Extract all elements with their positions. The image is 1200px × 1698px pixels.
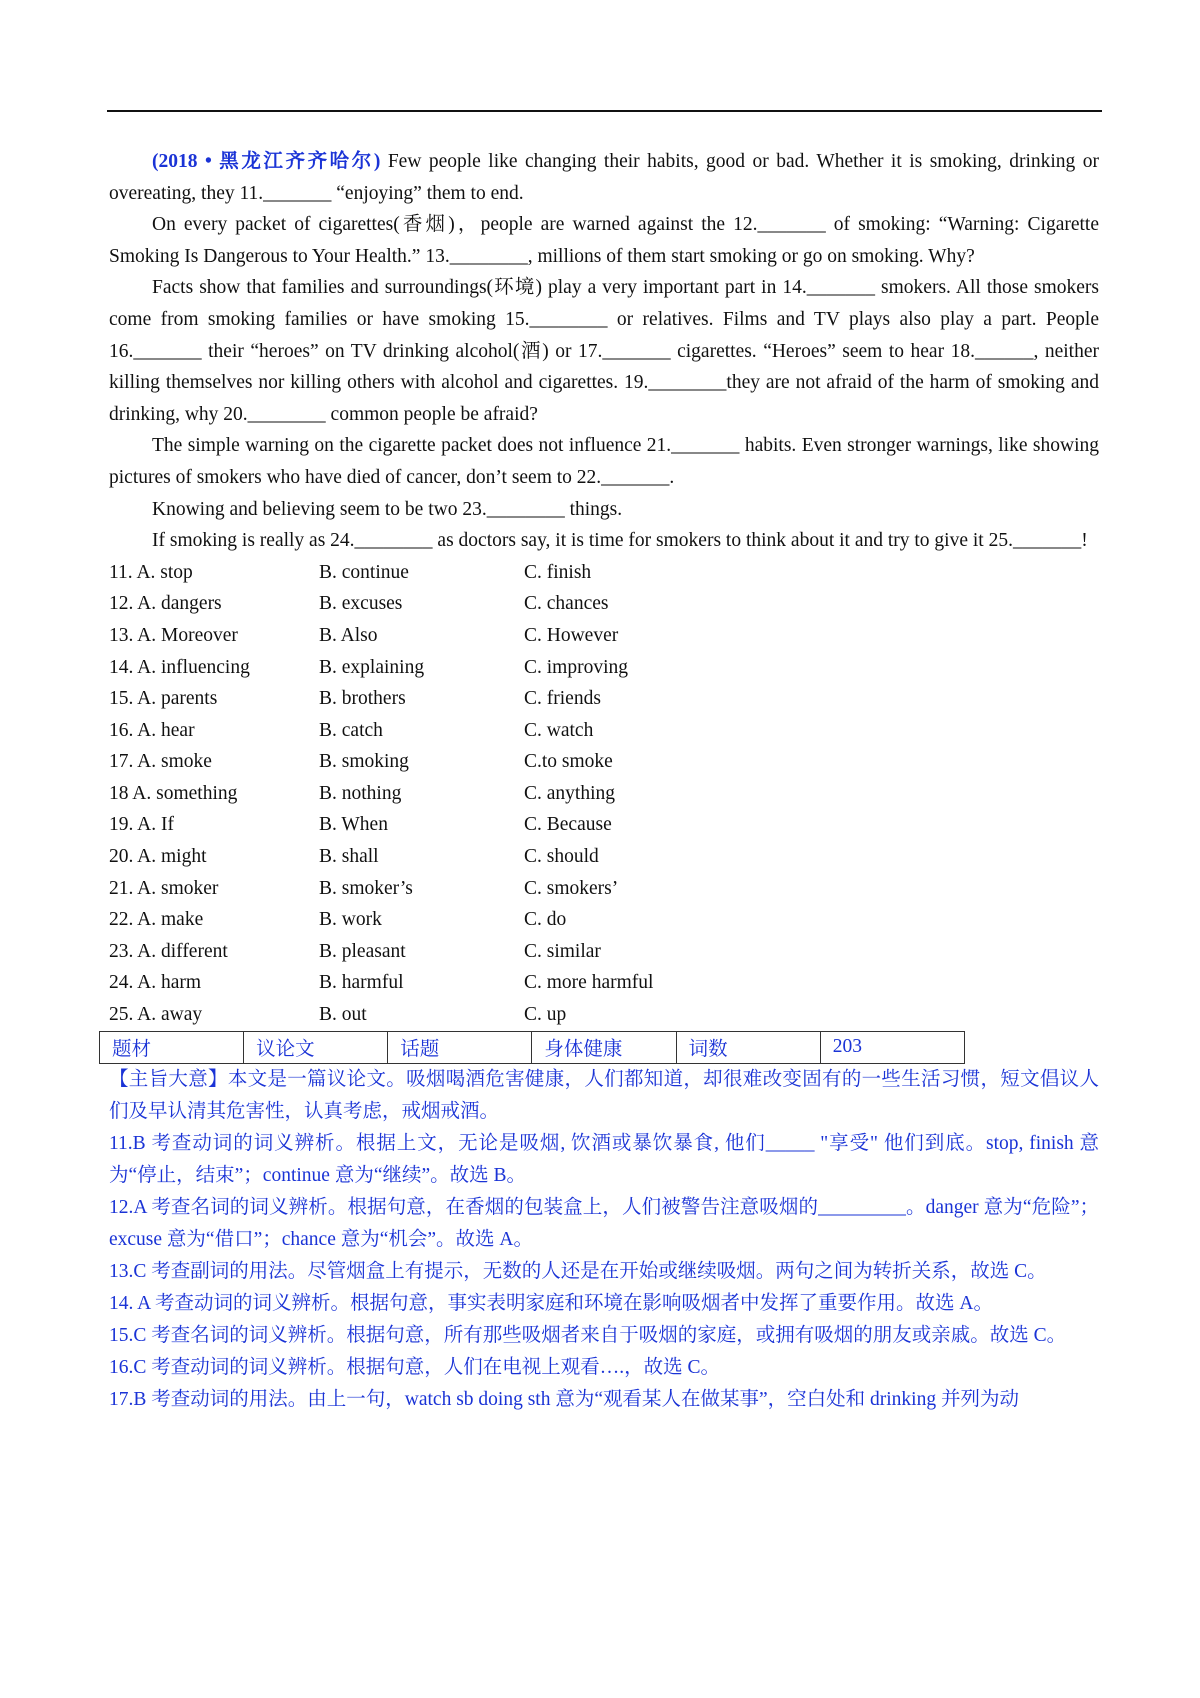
option-a: 25. A. away <box>109 1004 203 1026</box>
option-row <box>109 715 1099 747</box>
option-c: C. do <box>524 909 567 931</box>
option-b: B. smoking <box>319 751 409 773</box>
option-b: B. catch <box>319 719 383 741</box>
option-row <box>109 809 1099 841</box>
option-c: C. should <box>524 846 599 868</box>
option-c: C.to smoke <box>524 751 613 773</box>
option-c: C. similar <box>524 940 601 962</box>
option-row <box>109 999 1099 1031</box>
summary-text: 【主旨大意】本文是一篇议论文。吸烟喝酒危害健康，人们都知道，却很难改变固有的一些生活习惯，短文倡议人们及早认清其危害性，认真考虑，戒烟戒酒。 <box>109 1068 1099 1122</box>
option-a: 12. A. dangers <box>109 593 222 615</box>
info-cell-topic-label: 话题 <box>388 1031 532 1063</box>
option-a: 21. A. smoker <box>109 877 219 899</box>
answer-14: 14. A 考查动词的词义辨析。根据句意，事实表明家庭和环境在影响吸烟者中发挥了重要作用。故选 A。 <box>109 1292 994 1314</box>
option-b: B. nothing <box>319 782 402 804</box>
option-row <box>109 936 1099 968</box>
option-row <box>109 652 1099 684</box>
info-table <box>99 1031 965 1064</box>
option-c: C. friends <box>524 688 601 710</box>
option-a: 18 A. something <box>109 782 238 804</box>
option-b: B. brothers <box>319 688 406 710</box>
passage-paragraph-6: If smoking is really as 24.________ as doctors say, it is time for smokers to think about it and try to give it 25._______! <box>152 530 1088 552</box>
option-a: 19. A. If <box>109 814 174 836</box>
option-a: 14. A. influencing <box>109 656 250 678</box>
option-a: 15. A. parents <box>109 688 218 710</box>
option-row <box>109 620 1099 652</box>
info-cell-wordcount-value: 203 <box>820 1031 964 1063</box>
option-row <box>109 841 1099 873</box>
option-c: C. Because <box>524 814 612 836</box>
option-b: B. Also <box>319 624 378 646</box>
info-cell-genre-label: 题材 <box>100 1031 244 1063</box>
option-c: C. up <box>524 1004 567 1026</box>
option-c: C. chances <box>524 593 609 615</box>
option-b: B. harmful <box>319 972 404 994</box>
passage-paragraph-4: The simple warning on the cigarette packet does not influence 21._______ habits. Even stronger warnings, like showing pictures of smokers who have died of cancer, don’t seem to 22._______. <box>109 435 1099 488</box>
option-b: B. work <box>319 909 382 931</box>
passage-paragraph-5: Knowing and believing seem to be two 23.________ things. <box>152 498 623 520</box>
answer-13: 13.C 考查副词的用法。尽管烟盒上有提示，无数的人还是在开始或继续吸烟。两句之间为转折关系，故选 C。 <box>109 1260 1047 1282</box>
option-a: 23. A. different <box>109 940 228 962</box>
option-b: B. smoker’s <box>319 877 413 899</box>
option-row <box>109 557 1099 589</box>
passage-paragraph-1 <box>109 146 1099 209</box>
option-a: 11. A. stop <box>109 561 193 583</box>
passage-paragraph-3: Facts show that families and surroundings(环境) play a very important part in 14._______ smokers. All those smokers come from smoking families or have smoking 15.________ or relatives. Films and TV plays also play a part. People 16._______ their “heroes” on TV drinking alcohol(酒) or 17._______ cigarettes. “Heroes” seem to hear 18.______, neither killing themselves nor killing others with alcohol and cigarettes. 19.________they are not afraid of the harm of smoking and drinking, why 20.________ common people be afraid? <box>109 277 1099 425</box>
header-rule <box>107 110 1102 112</box>
option-row <box>109 873 1099 905</box>
paragraph-text: Few people like changing their habits, good or bad. Whether it is smoking, drinking or overeating, they 11._______ “enjoying” them to end. <box>109 151 1099 204</box>
option-a: 20. A. might <box>109 846 207 868</box>
info-cell-wordcount-label: 词数 <box>676 1031 820 1063</box>
option-b: B. shall <box>319 846 379 868</box>
answer-16: 16.C 考查动词的词义辨析。根据句意，人们在电视上观看….，故选 C。 <box>109 1356 721 1378</box>
option-c: C. However <box>524 624 619 646</box>
option-b: B. pleasant <box>319 940 406 962</box>
info-cell-genre-value: 议论文 <box>244 1031 388 1063</box>
option-b: B. When <box>319 814 388 836</box>
option-a: 22. A. make <box>109 909 204 931</box>
option-row <box>109 588 1099 620</box>
option-a: 24. A. harm <box>109 972 202 994</box>
option-a: 13. A. Moreover <box>109 624 238 646</box>
option-b: B. excuses <box>319 593 403 615</box>
option-row <box>109 746 1099 778</box>
option-row <box>109 683 1099 715</box>
answer-15: 15.C 考查名词的词义辨析。根据句意，所有那些吸烟者来自于吸烟的家庭，或拥有吸烟的朋友或亲戚。故选 C。 <box>109 1324 1067 1346</box>
option-b: B. out <box>319 1004 367 1026</box>
option-b: B. continue <box>319 561 409 583</box>
info-cell-topic-value: 身体健康 <box>532 1031 676 1063</box>
passage-paragraph-2: On every packet of cigarettes(香烟)，people are warned against the 12._______ of smoking: “Warning: Cigarette Smoking Is Dangerous to Your Health.” 13.________, millions of them start smoking or go on smoking. Why? <box>109 214 1099 267</box>
answer-11: 11.B 考查动词的词义辨析。根据上文，无论是吸烟, 饮酒或暴饮暴食, 他们_____ "享受" 他们到底。stop, finish 意为“停止，结束”；continue 意为“继续”。故选 B。 <box>109 1132 1099 1186</box>
options-list <box>109 557 1099 1031</box>
option-c: C. more harmful <box>524 972 654 994</box>
source-label: (2018 • 黑龙江齐齐哈尔) <box>152 151 381 172</box>
option-c: C. smokers’ <box>524 877 619 899</box>
option-row <box>109 778 1099 810</box>
answer-17: 17.B 考查动词的用法。由上一句，watch sb doing sth 意为“观看某人在做某事”，空白处和 drinking 并列为动 <box>109 1388 1019 1410</box>
option-c: C. anything <box>524 782 615 804</box>
info-table-row <box>100 1031 965 1063</box>
option-c: C. finish <box>524 561 592 583</box>
option-row <box>109 967 1099 999</box>
option-a: 16. A. hear <box>109 719 195 741</box>
option-b: B. explaining <box>319 656 425 678</box>
option-c: C. watch <box>524 719 594 741</box>
option-a: 17. A. smoke <box>109 751 212 773</box>
option-row <box>109 904 1099 936</box>
option-c: C. improving <box>524 656 629 678</box>
answer-12: 12.A 考查名词的词义辨析。根据句意，在香烟的包装盒上，人们被警告注意吸烟的_________。danger 意为“危险”；excuse 意为“借口”；chance 意为“机会”。故选 A。 <box>109 1196 1099 1250</box>
document-page <box>109 146 1099 1416</box>
